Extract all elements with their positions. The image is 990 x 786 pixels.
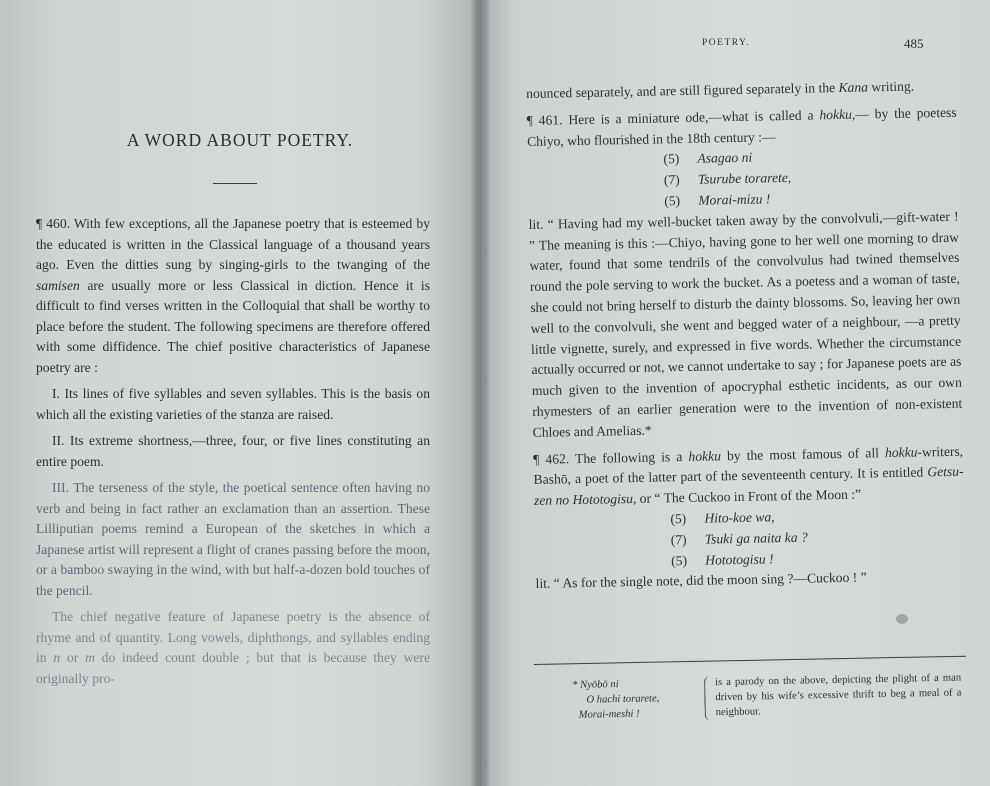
verse-line: (7) Tsurube torarete, <box>663 170 792 188</box>
footnote-note: is a parody on the above, depicting the plight of a man driven by his wife’s excessive thrift to beg a meal of a neighbour. <box>715 672 962 719</box>
negative-feature-paragraph: The chief negative feature of Japanese poetry is the absence of rhyme and of quantity. Long vowels, diphthongs, and syllables ending in n or m do indeed count double ; but that is because they were originally pro- <box>36 609 430 686</box>
footnote-brace <box>704 676 716 720</box>
paragraph-461-explanation: lit. “ Having had my well-bucket taken away by the convolvuli,—gift-water ! ” The meaning is this :—Chiyo, having gone to her well one morning to draw water, found that some tendrils of the convolvulus had twined themselves round the pole serving to work the bucket. As a poetess and a woman of taste, she could not bring herself to disturb the dainty blossoms. So, leaving her own well to the convolvuli, she went and begged water of a neighbour, —a pretty little vignette, surely, and expressed in five words. Whether the circumstance actually occurred or not, we cannot undertake to say ; for Japanese poets are as much given to the invention of apocryphal esthetic incidents, as our own rhymesters of an earlier generation were to the invention of non-existent Chloes and Amelias.* <box>528 208 963 440</box>
paragraph-461: ¶ 461. Here is a miniature ode,—what is called a hokku,— by the poetess Chiyo, who flourished in the 18th century :— <box>526 104 957 149</box>
right-body <box>526 76 966 601</box>
paragraph-460: ¶ 460. With few exceptions, all the Japanese poetry that is esteemed by the educated is written in the Classical language of a thousand years ago. Even the ditties sung by singing-girls to the twanging of the samisen are usually more or less Classical in diction. Hence it is difficult to find verses written in the Colloquial that shall be worthy to place before the student. The following specimens are therefore offered with some diffidence. The chief positive characteristics of Japanese poetry are : <box>36 216 430 375</box>
characteristic-1: I. Its lines of five syllables and seven syllables. This is the basis on which all the existing varieties of the stanza are raised. <box>36 386 430 422</box>
paragraph-462-translation: lit. “ As for the single note, did the moon sing ?—Cuckoo ! ” <box>535 569 867 592</box>
verse-line: (7) Tsuki ga naita ka ? <box>670 529 808 548</box>
book-gutter <box>470 0 490 786</box>
verse-line: (5) Asagao ni <box>663 150 753 167</box>
chapter-title: A WORD ABOUT POETRY. <box>126 130 354 150</box>
samisen-word: samisen <box>36 277 80 293</box>
verse-line: (5) Hototogisu ! <box>671 550 774 568</box>
verse-line: (5) Morai-mizu ! <box>664 191 771 209</box>
page-number: 485 <box>904 36 924 51</box>
footnote-rule <box>534 656 966 665</box>
continuation-text: nounced separately, and are still figured separately in the Kana writing. <box>526 78 915 101</box>
verse-chiyo <box>527 144 958 215</box>
verse-basho <box>534 504 965 575</box>
right-page <box>484 0 990 786</box>
left-page <box>0 0 478 786</box>
paragraph-462: ¶ 462. The following is a hokku by the most famous of all hokku-writers, Bashō, a poet of the latter part of the seventeenth century. It is entitled Getsu-zen no Hototogisu, or “ The Cuckoo in Front of the Moon :” <box>533 443 964 509</box>
running-head: POETRY. <box>702 38 751 48</box>
characteristic-3: III. The terseness of the style, the poetical sentence often having no verb and being in fact rather an exclamation than an assertion. These Lilliputian poems remind a European of the sketches in which a Japanese artist will represent a flight of cranes passing before the moon, or a bamboo swaying in the wind, with but half-a-dozen bold touches of the pencil. <box>36 480 430 598</box>
footnote <box>568 670 969 723</box>
page-smudge <box>896 614 908 624</box>
footnote-verse: * Nyōbō ni O hachi torarete, Morai-meshi ! <box>572 679 660 721</box>
title-rule <box>213 183 257 184</box>
verse-line: (5) Hito-koe wa, <box>670 509 775 527</box>
characteristic-2: II. Its extreme shortness,—three, four, or five lines constituting an entire poem. <box>36 433 430 469</box>
left-body <box>36 214 430 695</box>
